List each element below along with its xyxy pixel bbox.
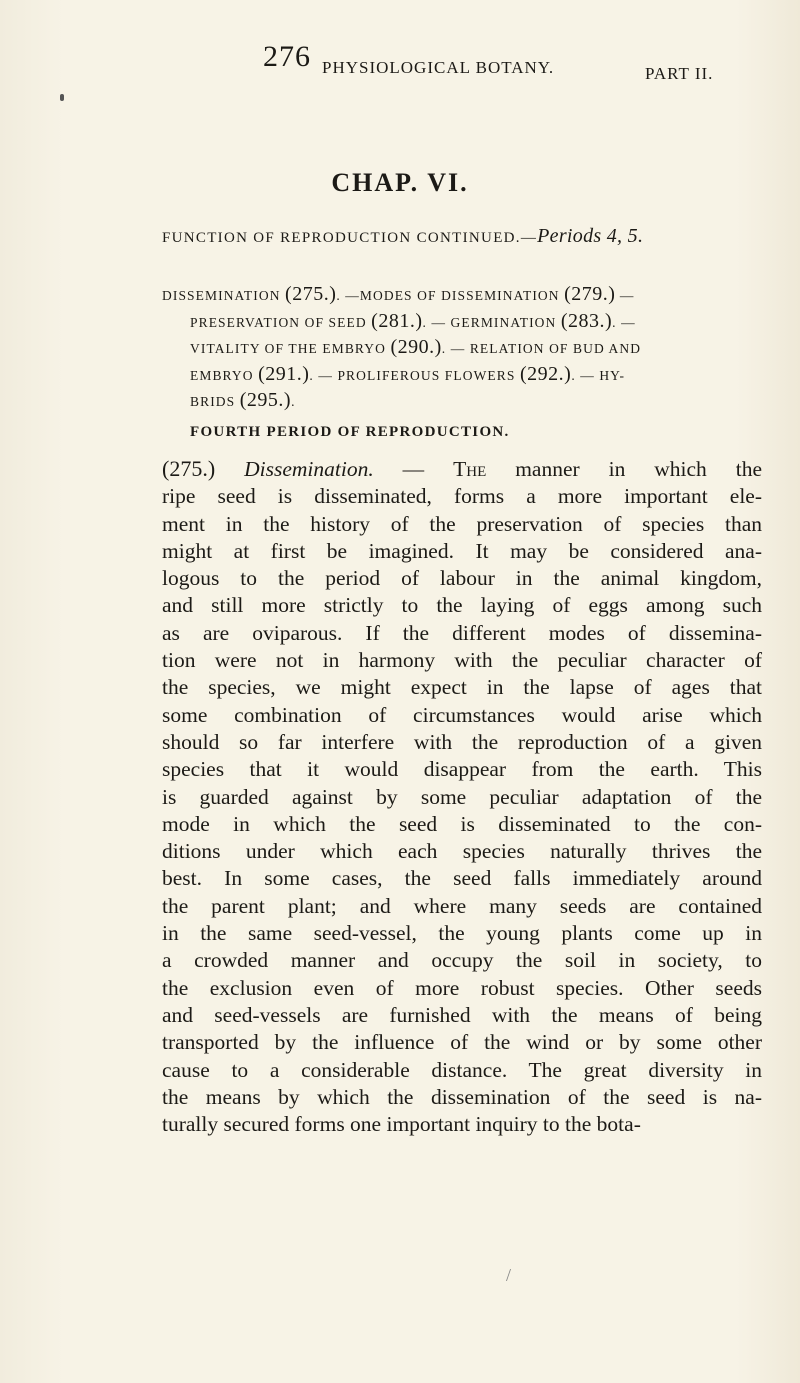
text-line: best. In some cases, the seed falls immediately around bbox=[162, 866, 762, 891]
text-line: mode in which the seed is disseminated to the con- bbox=[162, 811, 762, 836]
margin-mark bbox=[60, 94, 64, 101]
running-title: PHYSIOLOGICAL BOTANY. bbox=[322, 58, 555, 77]
page-number: 276 bbox=[263, 40, 311, 73]
text-line: should so far interfere with the reproduction of a given bbox=[162, 729, 762, 754]
text-line: and still more strictly to the laying of eggs among such bbox=[162, 593, 762, 618]
summary-line: VITALITY OF THE EMBRYO (290.). — RELATION OF BUD AND bbox=[190, 336, 642, 358]
summary-line: BRIDS (295.). bbox=[190, 389, 296, 411]
text-line: the parent plant; and where many seeds are contained bbox=[162, 893, 762, 918]
text-line: logous to the period of labour in the animal kingdom, bbox=[162, 566, 762, 591]
text-line: the means by which the dissemination of the seed is na- bbox=[162, 1084, 762, 1109]
chapter-subtitle bbox=[162, 225, 643, 248]
text-line: some combination of circumstances would arise which bbox=[162, 702, 762, 727]
paragraph-title: Dissemination. bbox=[244, 457, 374, 481]
text-line: cause to a considerable distance. The great diversity in bbox=[162, 1057, 762, 1082]
paragraph-number: (275.) bbox=[162, 456, 216, 481]
section-heading: FOURTH PERIOD OF REPRODUCTION. bbox=[190, 424, 510, 440]
text-line: as are oviparous. If the different modes of dissemina- bbox=[162, 620, 762, 645]
footer-mark: / bbox=[506, 1265, 512, 1285]
running-part: PART II. bbox=[645, 64, 714, 83]
chapter-periods: Periods 4, 5. bbox=[537, 225, 644, 247]
summary-line: DISSEMINATION (275.). —MODES OF DISSEMINATION (279.) — bbox=[162, 283, 635, 305]
text-line: is guarded against by some peculiar adaptation of the bbox=[162, 784, 762, 809]
text-line: the species, we might expect in the lapse of ages that bbox=[162, 675, 762, 700]
text-line: and seed-vessels are furnished with the means of being bbox=[162, 1002, 762, 1027]
text-line: a crowded manner and occupy the soil in society, to bbox=[162, 948, 762, 973]
text-line: species that it would disappear from the earth. This bbox=[162, 757, 762, 782]
summary-line: EMBRYO (291.). — PROLIFEROUS FLOWERS (292.). — HY- bbox=[190, 362, 626, 385]
text-line: transported by the influence of the wind or by some other bbox=[162, 1030, 762, 1055]
text-line: ripe seed is disseminated, forms a more important ele- bbox=[162, 484, 762, 509]
text-line: tion were not in harmony with the peculiar character of bbox=[162, 648, 762, 673]
text-line: ment in the history of the preservation of species than bbox=[162, 511, 762, 536]
text-line: turally secured forms one important inquiry to the bota- bbox=[162, 1112, 641, 1137]
chapter-subtitle-prefix: FUNCTION OF REPRODUCTION CONTINUED.— bbox=[162, 230, 538, 246]
text-line: the exclusion even of more robust species. Other seeds bbox=[162, 975, 762, 1000]
chapter-heading: CHAP. VI. bbox=[331, 168, 469, 197]
text-line: might at first be imagined. It may be considered ana- bbox=[162, 538, 762, 563]
chapter-summary bbox=[162, 282, 758, 415]
summary-line: PRESERVATION OF SEED (281.). — GERMINATION (283.). — bbox=[190, 309, 636, 332]
body-paragraph bbox=[162, 455, 762, 1138]
text-line: in the same seed-vessel, the young plants come up in bbox=[162, 921, 762, 946]
text-line: ditions under which each species naturally thrives the bbox=[162, 839, 762, 864]
paragraph-first-line: (275.) Dissemination. — The manner in which the bbox=[162, 456, 763, 481]
